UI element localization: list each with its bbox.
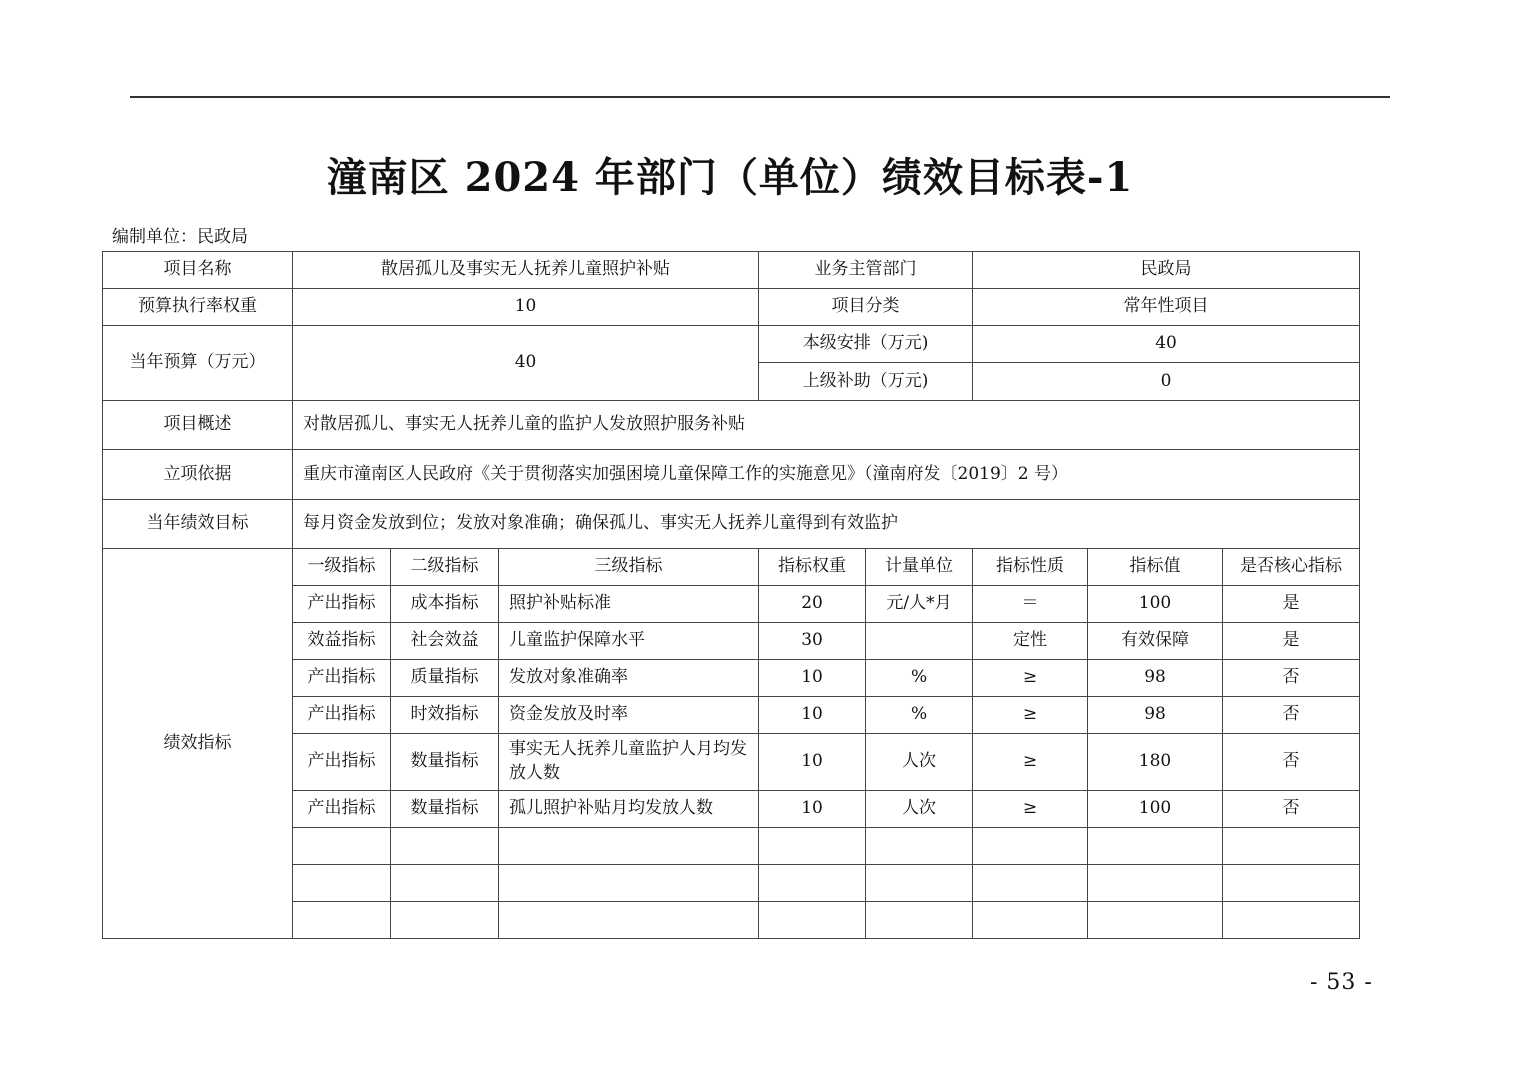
cell-level3: 事实无人抚养儿童监护人月均发放人数 (499, 734, 759, 791)
cell-weight: 10 (759, 697, 866, 734)
cell-unit (866, 623, 973, 660)
upper-label: 上级补助（万元) (759, 363, 973, 401)
cell-core: 否 (1223, 660, 1360, 697)
local-label: 本级安排（万元) (759, 326, 973, 363)
cell-level1: 产出指标 (293, 791, 391, 828)
cell-weight: 10 (759, 734, 866, 791)
header-cell: 指标值 (1088, 549, 1223, 586)
project-name-value: 散居孤儿及事实无人抚养儿童照护补贴 (293, 252, 759, 289)
cell-unit: % (866, 697, 973, 734)
row-goal (103, 500, 1360, 549)
overview-label: 项目概述 (103, 401, 293, 450)
indicators-section-label: 绩效指标 (103, 549, 293, 939)
budget-label: 当年预算（万元） (103, 326, 293, 401)
indicator-header-row (103, 549, 1360, 586)
cell-level3: 照护补贴标准 (499, 586, 759, 623)
empty-cell (391, 828, 499, 865)
empty-cell (1088, 865, 1223, 902)
basis-label: 立项依据 (103, 450, 293, 500)
header-cell: 一级指标 (293, 549, 391, 586)
local-value: 40 (973, 326, 1360, 363)
cell-weight: 10 (759, 791, 866, 828)
cell-weight: 20 (759, 586, 866, 623)
budget-value: 40 (293, 326, 759, 401)
empty-cell (499, 865, 759, 902)
header-rule (130, 96, 1390, 98)
upper-value: 0 (973, 363, 1360, 401)
empty-cell (973, 902, 1088, 939)
empty-cell (866, 828, 973, 865)
cell-core: 否 (1223, 791, 1360, 828)
cell-nature: 定性 (973, 623, 1088, 660)
cell-nature: ≥ (973, 734, 1088, 791)
cell-nature: ≥ (973, 660, 1088, 697)
header-cell: 指标性质 (973, 549, 1088, 586)
cell-nature: ≥ (973, 697, 1088, 734)
cell-unit: 人次 (866, 734, 973, 791)
category-value: 常年性项目 (973, 289, 1360, 326)
dept-label: 业务主管部门 (759, 252, 973, 289)
empty-cell (866, 865, 973, 902)
cell-value: 180 (1088, 734, 1223, 791)
empty-cell (499, 828, 759, 865)
row-weight (103, 289, 1360, 326)
project-name-label: 项目名称 (103, 252, 293, 289)
empty-cell (499, 902, 759, 939)
empty-cell (293, 902, 391, 939)
cell-level2: 数量指标 (391, 734, 499, 791)
category-label: 项目分类 (759, 289, 973, 326)
empty-cell (759, 865, 866, 902)
page-number: - 53 - (1310, 970, 1373, 995)
empty-cell (866, 902, 973, 939)
header-cell: 计量单位 (866, 549, 973, 586)
cell-unit: % (866, 660, 973, 697)
cell-unit: 人次 (866, 791, 973, 828)
empty-cell (1223, 902, 1360, 939)
empty-cell (973, 828, 1088, 865)
cell-nature: ≥ (973, 791, 1088, 828)
dept-value: 民政局 (973, 252, 1360, 289)
empty-cell (293, 865, 391, 902)
cell-level2: 时效指标 (391, 697, 499, 734)
compiling-unit: 编制单位：民政局 (112, 227, 248, 247)
row-project-name (103, 252, 1360, 289)
empty-cell (759, 902, 866, 939)
cell-level3: 发放对象准确率 (499, 660, 759, 697)
weight-label: 预算执行率权重 (103, 289, 293, 326)
empty-cell (391, 902, 499, 939)
header-cell: 是否核心指标 (1223, 549, 1360, 586)
cell-level2: 成本指标 (391, 586, 499, 623)
empty-cell (759, 828, 866, 865)
empty-cell (1223, 865, 1360, 902)
cell-level1: 产出指标 (293, 586, 391, 623)
cell-level3: 儿童监护保障水平 (499, 623, 759, 660)
cell-value: 98 (1088, 660, 1223, 697)
cell-nature: ＝ (973, 586, 1088, 623)
cell-level2: 质量指标 (391, 660, 499, 697)
cell-core: 否 (1223, 734, 1360, 791)
cell-value: 有效保障 (1088, 623, 1223, 660)
empty-cell (973, 865, 1088, 902)
empty-cell (1223, 828, 1360, 865)
cell-value: 100 (1088, 586, 1223, 623)
row-overview (103, 401, 1360, 450)
empty-cell (1088, 902, 1223, 939)
cell-value: 100 (1088, 791, 1223, 828)
cell-core: 是 (1223, 586, 1360, 623)
cell-level1: 产出指标 (293, 697, 391, 734)
empty-cell (1088, 828, 1223, 865)
performance-table (102, 251, 1360, 939)
cell-level3: 孤儿照护补贴月均发放人数 (499, 791, 759, 828)
cell-level1: 产出指标 (293, 734, 391, 791)
goal-label: 当年绩效目标 (103, 500, 293, 549)
goal-value: 每月资金发放到位；发放对象准确；确保孤儿、事实无人抚养儿童得到有效监护 (293, 500, 1360, 549)
header-cell: 指标权重 (759, 549, 866, 586)
header-cell: 三级指标 (499, 549, 759, 586)
weight-value: 10 (293, 289, 759, 326)
cell-unit: 元/人*月 (866, 586, 973, 623)
row-budget (103, 326, 1360, 363)
cell-level2: 数量指标 (391, 791, 499, 828)
cell-core: 是 (1223, 623, 1360, 660)
cell-level1: 产出指标 (293, 660, 391, 697)
cell-weight: 10 (759, 660, 866, 697)
cell-weight: 30 (759, 623, 866, 660)
performance-table-wrapper (102, 251, 1360, 939)
cell-level1: 效益指标 (293, 623, 391, 660)
header-cell: 二级指标 (391, 549, 499, 586)
cell-value: 98 (1088, 697, 1223, 734)
cell-core: 否 (1223, 697, 1360, 734)
cell-level2: 社会效益 (391, 623, 499, 660)
page-title: 潼南区 2024 年部门（单位）绩效目标表-1 (326, 154, 1134, 201)
overview-value: 对散居孤儿、事实无人抚养儿童的监护人发放照护服务补贴 (293, 401, 1360, 450)
row-basis (103, 450, 1360, 500)
basis-value: 重庆市潼南区人民政府《关于贯彻落实加强困境儿童保障工作的实施意见》（潼南府发〔2019〕2 号） (293, 450, 1360, 500)
empty-cell (293, 828, 391, 865)
cell-level3: 资金发放及时率 (499, 697, 759, 734)
empty-cell (391, 865, 499, 902)
